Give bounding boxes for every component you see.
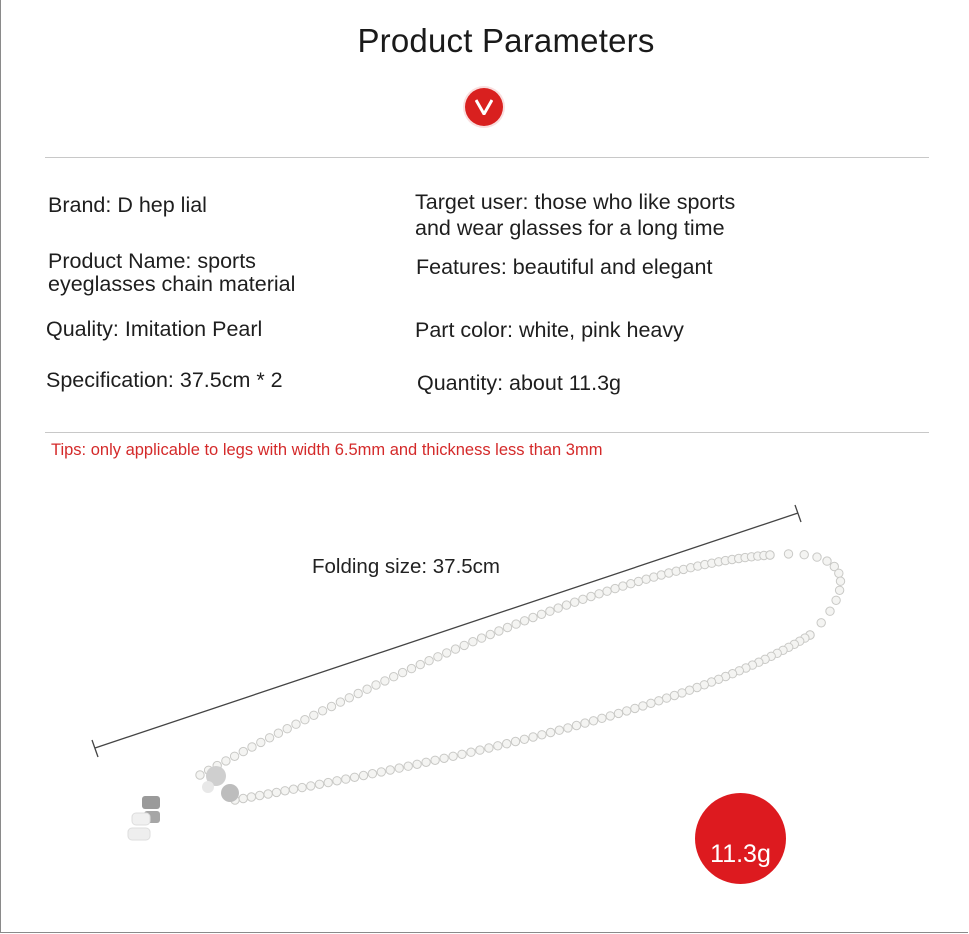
param-quantity-value: about 11.3g	[509, 371, 621, 395]
pearl-bead	[581, 719, 589, 727]
pearl-bead	[327, 702, 335, 710]
pearl-bead	[196, 771, 204, 779]
pearl-bead	[823, 557, 831, 565]
pearl-bead	[512, 620, 520, 628]
pearl-bead	[368, 770, 376, 778]
pearl-bead	[431, 756, 439, 764]
pearl-bead	[511, 737, 519, 745]
pearl-bead	[413, 760, 421, 768]
pearl-bead	[627, 580, 635, 588]
pearl-bead	[647, 699, 655, 707]
pearl-bead	[587, 592, 595, 600]
pearl-bead	[372, 681, 380, 689]
param-brand-label: Brand:	[48, 193, 118, 217]
pearl-bead	[451, 645, 459, 653]
pearl-bead	[345, 694, 353, 702]
pearl-bead	[318, 707, 326, 715]
pearl-bead	[398, 668, 406, 676]
param-specification-label: Specification:	[46, 368, 180, 392]
pearl-bead	[631, 704, 639, 712]
pearl-bead	[289, 785, 297, 793]
pearl-bead	[333, 777, 341, 785]
param-target-user-line1: Target user: those who like sports	[415, 190, 736, 214]
pearl-bead	[265, 734, 273, 742]
pearl-bead	[248, 743, 256, 751]
pearl-bead	[571, 598, 579, 606]
pearl-bead	[460, 641, 468, 649]
pearl-bead	[283, 725, 291, 733]
param-features-value: beautiful and elegant	[512, 255, 713, 279]
pearl-bead	[520, 735, 528, 743]
pearl-bead	[826, 607, 834, 615]
pearl-bead	[458, 750, 466, 758]
pearl-bead	[247, 793, 255, 801]
pearl-bead	[386, 766, 394, 774]
pearl-bead	[486, 630, 494, 638]
pearl-bead	[606, 712, 614, 720]
measure-line	[92, 505, 801, 757]
pearl-bead	[307, 782, 315, 790]
pearl-bead	[407, 664, 415, 672]
param-specification	[46, 367, 283, 393]
pearl-bead	[564, 724, 572, 732]
pearl-bead	[395, 764, 403, 772]
param-part-color	[415, 317, 684, 343]
pearl-bead	[537, 610, 545, 618]
pearl-bead	[390, 673, 398, 681]
pearl-bead	[835, 569, 843, 577]
pearl-bead	[443, 649, 451, 657]
pearl-bead	[520, 617, 528, 625]
pearl-bead	[434, 653, 442, 661]
pearl-bead	[554, 604, 562, 612]
pearl-bead	[595, 590, 603, 598]
pearl-bead	[324, 778, 332, 786]
pearl-bead	[642, 575, 650, 583]
pearl-bead	[813, 553, 821, 561]
pearl-bead	[639, 702, 647, 710]
param-brand	[48, 192, 207, 218]
weight-badge-text: 11.3g	[710, 840, 771, 868]
pearl-bead	[555, 726, 563, 734]
pearl-bead	[404, 762, 412, 770]
pearl-bead	[440, 754, 448, 762]
pearl-bead	[662, 694, 670, 702]
pearl-bead	[836, 577, 844, 585]
pearl-bead	[469, 638, 477, 646]
pearl-bead	[598, 714, 606, 722]
param-features	[416, 254, 712, 280]
bottom-divider	[45, 432, 929, 433]
pearl-bead	[503, 623, 511, 631]
pearl-bead	[381, 677, 389, 685]
param-quantity-label: Quantity:	[417, 371, 510, 395]
pearl-bead	[257, 738, 265, 746]
pearl-bead	[817, 619, 825, 627]
pearl-bead	[363, 685, 371, 693]
pearl-bead	[230, 752, 238, 760]
param-specification-value: 37.5cm * 2	[179, 368, 283, 392]
pearl-bead	[603, 587, 611, 595]
pearl-bead	[572, 721, 580, 729]
param-target-user-line2: and wear glasses for a long time	[415, 216, 725, 240]
pearl-bead	[614, 709, 622, 717]
param-product-name-line1: Product Name: sports	[48, 249, 256, 273]
param-features-label: Features:	[416, 255, 513, 279]
chain-end-fittings	[128, 766, 239, 840]
top-divider	[45, 157, 929, 158]
pearl-bead	[301, 716, 309, 724]
pearl-bead	[350, 773, 358, 781]
pearl-bead	[422, 758, 430, 766]
pearl-bead	[416, 660, 424, 668]
pearl-bead	[239, 794, 247, 802]
pearl-bead	[784, 550, 792, 558]
param-quality-label: Quality:	[46, 317, 125, 341]
pearl-bead	[634, 577, 642, 585]
pearl-bead	[766, 551, 774, 559]
pearl-bead	[449, 752, 457, 760]
pearl-bead	[589, 717, 597, 725]
param-quality	[46, 316, 262, 342]
param-part-color-label: Part color:	[415, 318, 519, 342]
pearl-bead	[467, 748, 475, 756]
pearl-bead	[354, 689, 362, 697]
pearl-bead	[623, 707, 631, 715]
tip-text: Tips: only applicable to legs with width 6.5mm and thickness less than 3mm	[51, 441, 603, 459]
pearl-bead	[377, 768, 385, 776]
pearl-bead	[222, 757, 230, 765]
pearl-bead	[529, 733, 537, 741]
pearl-bead	[546, 728, 554, 736]
weight-badge	[695, 793, 786, 884]
pearl-bead	[310, 711, 318, 719]
pearl-bead	[256, 791, 264, 799]
pearl-bead	[529, 613, 537, 621]
pearl-bead	[670, 691, 678, 699]
param-product-name	[48, 250, 295, 296]
pearl-bead	[342, 775, 350, 783]
pearl-bead	[495, 627, 503, 635]
pearl-bead	[476, 746, 484, 754]
param-product-name-line2: eyeglasses chain material	[48, 272, 296, 296]
pearl-bead	[655, 697, 663, 705]
folding-size-label: Folding size: 37.5cm	[312, 555, 501, 578]
pearl-bead	[503, 740, 511, 748]
param-brand-value: D hep lial	[117, 193, 207, 217]
pearl-bead	[611, 584, 619, 592]
v-check-icon	[465, 88, 503, 126]
pearl-bead	[619, 582, 627, 590]
pearl-bead	[274, 729, 282, 737]
pearl-bead	[359, 771, 367, 779]
pearl-bead	[579, 595, 587, 603]
param-quantity	[417, 370, 621, 396]
pearl-bead	[538, 731, 546, 739]
pearl-bead	[477, 634, 485, 642]
page-title: Product Parameters	[357, 22, 655, 59]
pearl-bead	[800, 551, 808, 559]
param-part-color-value: white, pink heavy	[518, 318, 684, 342]
pearl-bead	[264, 790, 272, 798]
pearl-bead	[835, 586, 843, 594]
param-quality-value: Imitation Pearl	[124, 317, 263, 341]
pearl-bead	[485, 744, 493, 752]
pearl-bead	[272, 788, 280, 796]
pearl-strand	[196, 550, 845, 804]
pearl-bead	[562, 601, 570, 609]
param-target-user	[415, 189, 735, 241]
pearl-bead	[281, 787, 289, 795]
pearl-bead	[494, 742, 502, 750]
pearl-bead	[239, 747, 247, 755]
pearl-bead	[298, 783, 306, 791]
pearl-bead	[832, 596, 840, 604]
pearl-bead	[292, 720, 300, 728]
pearl-bead	[315, 780, 323, 788]
pearl-bead	[546, 607, 554, 615]
pearl-bead	[336, 698, 344, 706]
pearl-bead	[425, 657, 433, 665]
